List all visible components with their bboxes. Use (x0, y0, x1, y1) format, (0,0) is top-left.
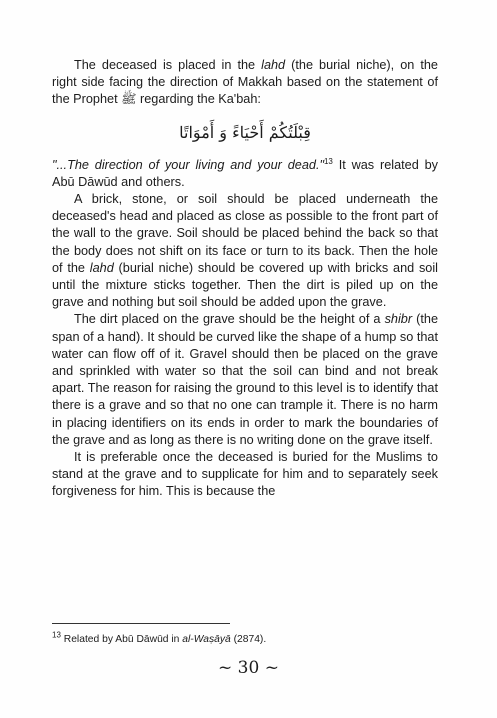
p3-text-a: A brick, stone, or soil should be placed underneath the deceased's head and placed as close as possible to the front part of the wall to the grave. Soil should be placed behind the back so that the body does not shift on its face or turn to its back. Then the hole of the (52, 192, 438, 275)
footnote-ref: 13 (323, 156, 333, 166)
p1-text-a: The deceased is placed in the (74, 58, 262, 72)
page-number: ~ 30 ~ (218, 658, 279, 678)
term-lahd-2: lahd (89, 260, 114, 275)
footnote-divider (52, 623, 230, 624)
p2-text-rest: It was related by Abū Dāwūd and others. (52, 157, 438, 189)
footnote-text-c: (2874). (230, 634, 267, 645)
footnote-text-a: Related by Abū Dāwūd in (60, 634, 183, 645)
p4-text-c: (the span of a hand). It should be curved like the shape of a hump so that water can flow off of it. Gravel should then be placed on the grave and sprinkled with water so that the soil can bind and not break apart. The reason for raising the ground to this level is to identify that there is a grave and so that no one can trample it. There is no harm in placing identifiers on its ends in order to mark the boundaries of the grave and as long as there is no writing done on the grave itself. (52, 312, 438, 447)
term-lahd: lahd (261, 58, 286, 72)
paragraph-1 (52, 57, 438, 109)
p1-text-c: (the burial niche), on the right side facing the direction of Makkah based on the statement of the Prophet (52, 58, 438, 107)
footnote (52, 630, 438, 646)
honorific-glyph: ﷺ (121, 92, 137, 107)
paragraph-3 (52, 191, 438, 311)
paragraph-4 (52, 311, 438, 449)
term-shibr: shibr (384, 312, 413, 327)
p3-text-c: (burial niche) should be covered up with bricks and soil until the mixture sticks together. Then the dirt is piled up on the grave and nothing but soil should be added upon the grave. (52, 260, 438, 310)
paragraph-5: It is preferable once the deceased is buried for the Muslims to stand at the grave and to supplicate for him and to separately seek forgiveness for him. This is because the (52, 450, 438, 499)
paragraph-2 (52, 157, 438, 191)
p4-text-a: The dirt placed on the grave should be the height of a (74, 312, 385, 327)
footnote-number: 13 (52, 630, 61, 640)
arabic-quote: قِبْلَتُكُمْ أَحْيَاءً وَ أَمْوَاتًا (179, 122, 311, 142)
p1-text-d: regarding the Ka'bah: (136, 92, 261, 107)
footnote-book-title: al-Waṣāyā (182, 634, 231, 645)
translation-quote: "...The direction of your living and your dead." (52, 157, 324, 172)
body-text (52, 57, 438, 501)
